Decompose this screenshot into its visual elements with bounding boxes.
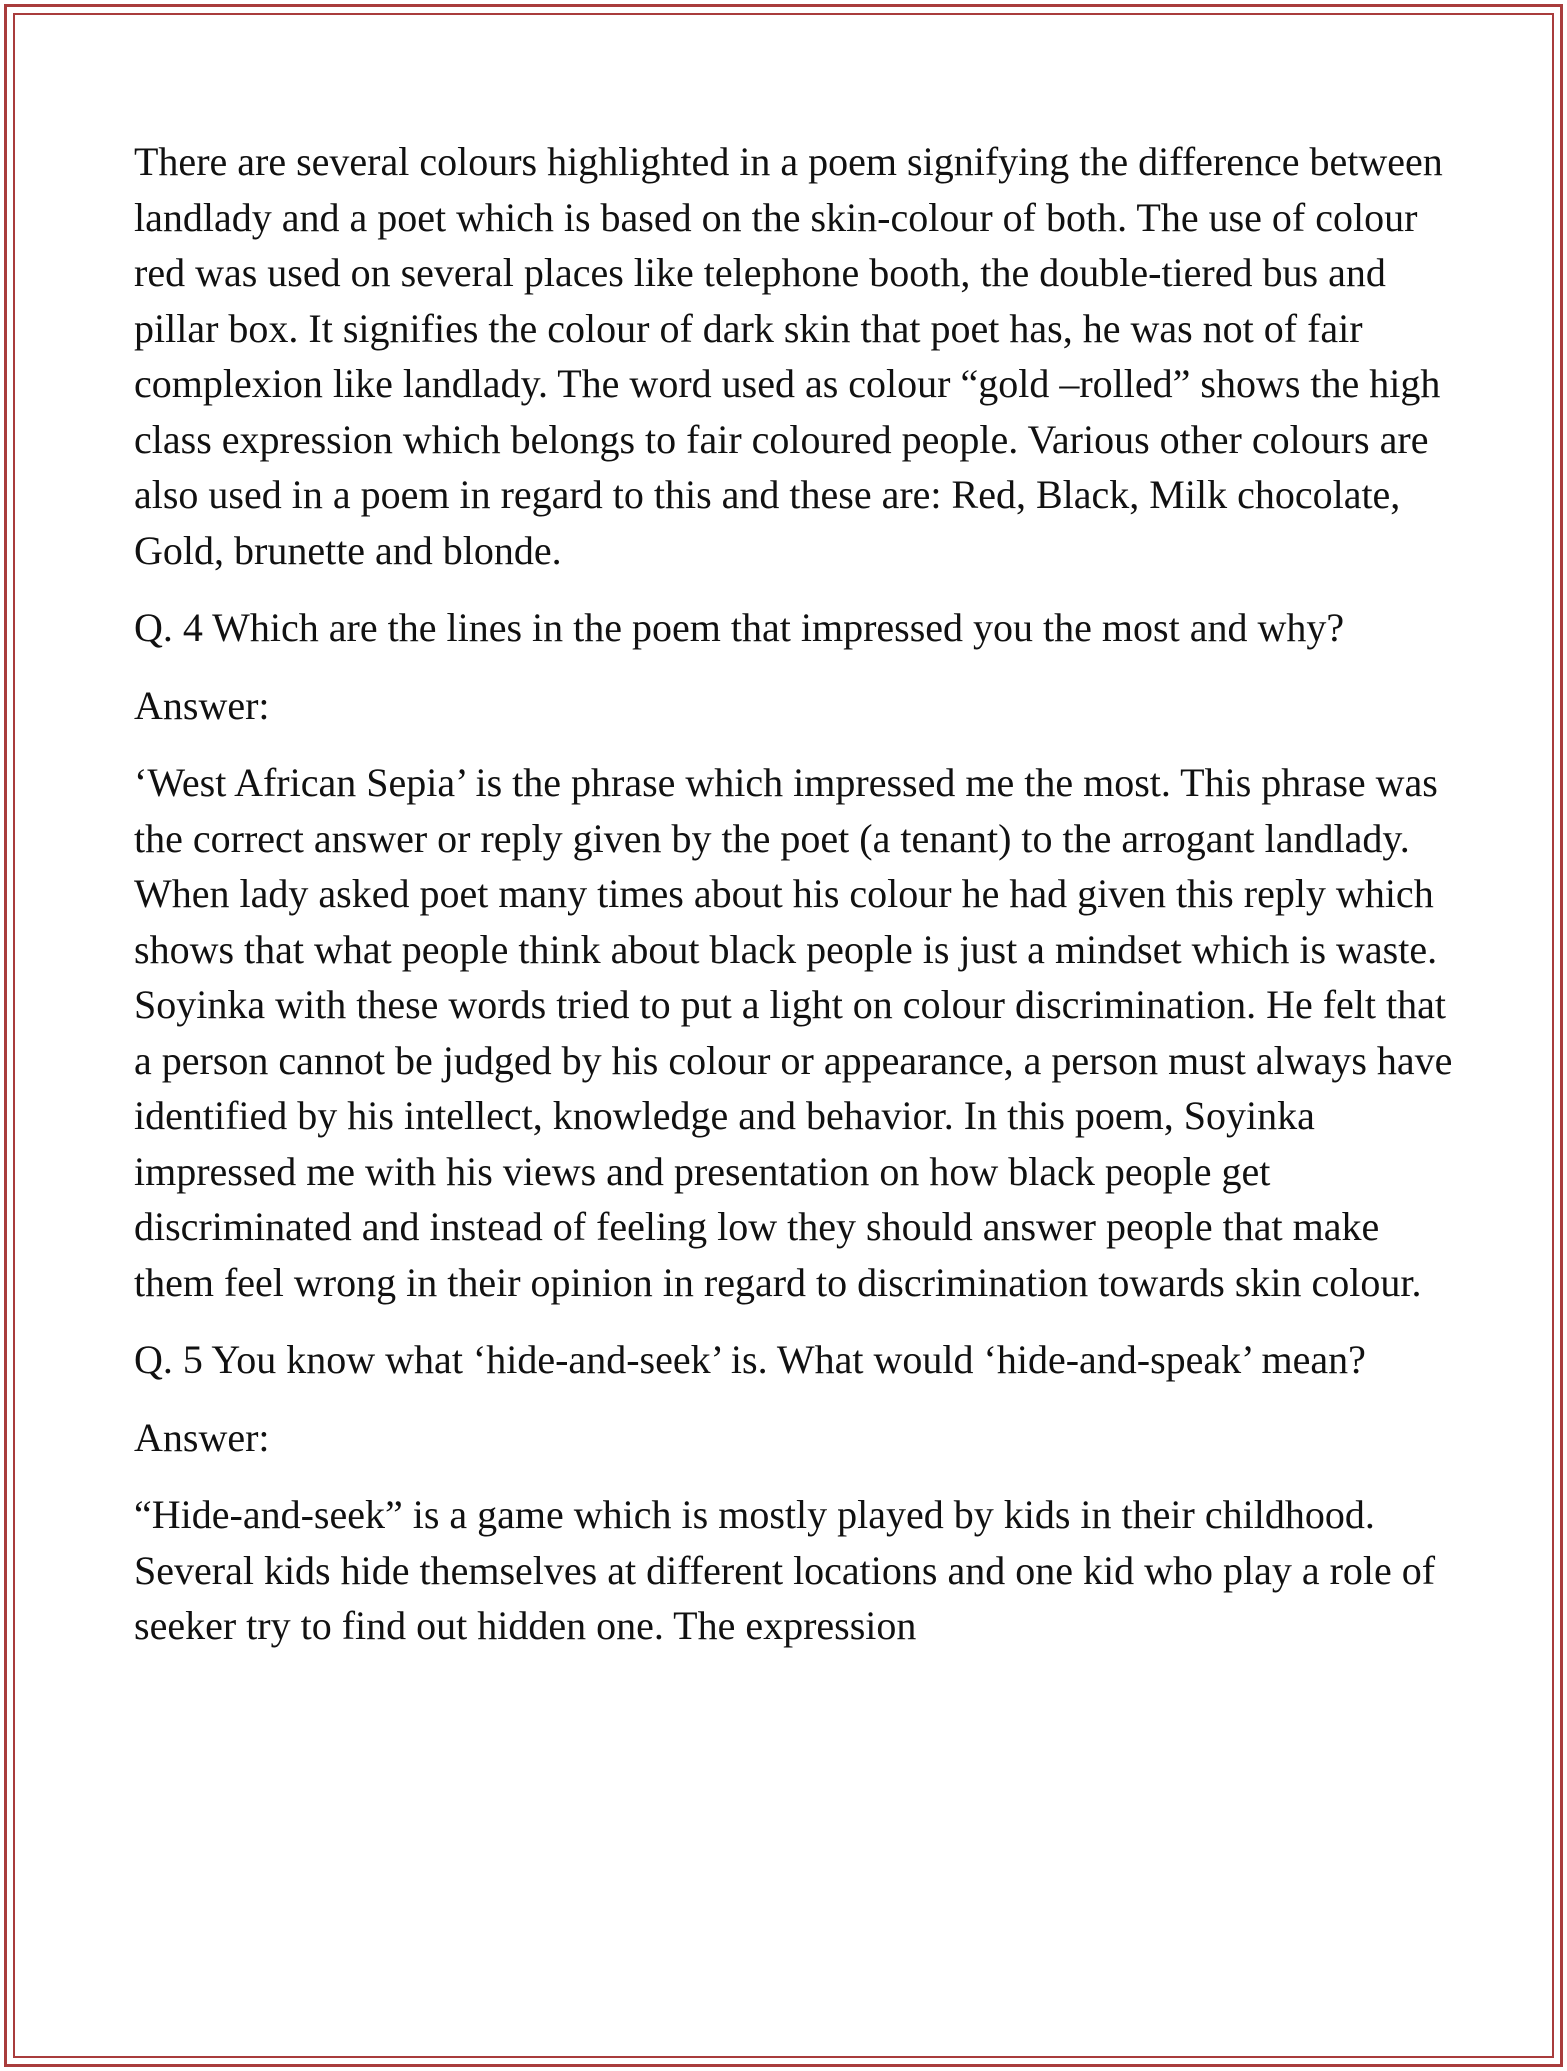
answer-3-text: There are several colours highlighted in a poem signifying the difference between landlady and a poet which is based on the skin-colour of both. The use of colour red was used on several places like telephone booth, the double-tiered bus and pillar box. It signifies the colour of dark skin that poet has, he was not of fair complexion like landlady. The word used as colour “gold –rolled” shows the high class expression which belongs to fair coloured people. Various other colours are also used in a poem in regard to this and these are: Red, Black, Milk chocolate, Gold, brunette and blonde. — [134, 139, 1443, 573]
answer-5-label: Answer: — [134, 1414, 270, 1460]
answer-4-label: Answer: — [134, 682, 270, 728]
question-4: Q. 4 Which are the lines in the poem that impressed you the most and why? — [134, 605, 1345, 650]
document-body — [134, 134, 1454, 1676]
question-5: Q. 5 You know what ‘hide-and-seek’ is. What would ‘hide-and-speak’ mean? — [134, 1337, 1366, 1382]
answer-4-text: ‘West African Sepia’ is the phrase which impressed me the most. This phrase was the correct answer or reply given by the poet (a tenant) to the arrogant landlady. When lady asked poet many times about his colour he had given this reply which shows that what people think about black people is just a mindset which is waste. Soyinka with these words tried to put a light on colour discrimination. He felt that a person cannot be judged by his colour or appearance, a person must always have identified by his intellect, knowledge and behavior. In this poem, Soyinka impressed me with his views and presentation on how black people get discriminated and instead of feeling low they should answer people that make them feel wrong in their opinion in regard to discrimination towards skin colour. — [134, 760, 1453, 1305]
answer-5-text: “Hide-and-seek” is a game which is mostly played by kids in their childhood. Several kids hide themselves at different locations and one kid who play a role of seeker try to find out hidden one. The expression — [134, 1492, 1436, 1648]
